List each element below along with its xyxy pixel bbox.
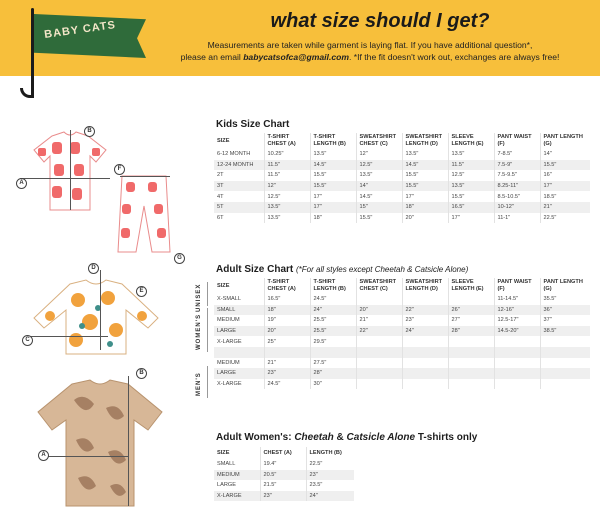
intro-text <box>140 39 600 63</box>
measurement-cell: 19.4" <box>260 459 306 470</box>
measurement-cell: 17" <box>402 191 448 202</box>
table-row <box>214 480 354 491</box>
measurement-cell: 17" <box>310 191 356 202</box>
measurement-cell <box>540 379 590 390</box>
measurement-cell: 13.5" <box>310 149 356 160</box>
measurement-cell: 19" <box>264 315 310 326</box>
measurement-cell: 17" <box>310 202 356 213</box>
kids-header-row: SIZE T-SHIRT CHEST (A) T-SHIRT LENGTH (B) SWEATSHIRT CHEST (C) SWEATSHIRT LENGTH (D) SLEEVE LENGTH (E) PANT WAIST (F) PANT LENGTH (G) <box>214 133 590 149</box>
size-cell: X-LARGE <box>214 491 260 502</box>
table-row <box>214 149 590 160</box>
size-cell: SMALL <box>214 305 264 316</box>
marker-a-adult: A <box>38 450 49 461</box>
measurement-cell: 38.5" <box>540 326 590 337</box>
group-label-womens: WOMEN'S <box>196 313 202 350</box>
measurement-cell: 15" <box>356 202 402 213</box>
kids-pants-illustration <box>112 172 176 256</box>
measurement-cell: 17" <box>448 213 494 224</box>
measurement-cell: 17" <box>540 181 590 192</box>
measurement-cell: 20" <box>402 213 448 224</box>
size-cell: 6T <box>214 213 264 224</box>
measurement-cell: 7.5-9" <box>494 160 540 171</box>
measurement-cell: 7-8.5" <box>494 149 540 160</box>
measurement-cell: 13.5" <box>448 149 494 160</box>
size-cell: X-LARGE <box>214 336 264 347</box>
measurement-cell <box>356 358 402 369</box>
size-cell: X-LARGE <box>214 379 264 390</box>
table-row <box>214 315 590 326</box>
measurement-cell: 24.5" <box>264 379 310 390</box>
page-title: what size should I get? <box>270 10 490 32</box>
marker-c: C <box>22 335 33 346</box>
measurement-cell <box>448 294 494 305</box>
womens-header-row: SIZE CHEST (A) LENGTH (B) <box>214 447 354 459</box>
flag-pole <box>31 8 34 96</box>
measurement-cell: 15.5" <box>310 181 356 192</box>
measurement-cell: 35.5" <box>543 296 557 303</box>
table-row <box>214 326 590 337</box>
table-row <box>214 181 590 192</box>
measurement-cell: 13.5" <box>402 149 448 160</box>
measurement-cell: 12.5" <box>448 170 494 181</box>
measurement-cell: 18" <box>402 202 448 213</box>
size-cell: LARGE <box>214 480 260 491</box>
measurement-cell <box>356 336 402 347</box>
measurement-cell: 12" <box>356 149 402 160</box>
size-cell: 6-12 MONTH <box>214 149 264 160</box>
table-row <box>214 470 354 481</box>
measurement-cell: 20" <box>356 305 402 316</box>
adult-size-table <box>214 278 590 389</box>
measurement-cell: 15.5" <box>448 191 494 202</box>
measurement-cell: 25.5" <box>310 315 356 326</box>
measurement-cell: 25.5" <box>310 326 356 337</box>
measurement-cell: 11-14.5" <box>494 294 540 305</box>
table-row <box>214 294 590 305</box>
measurement-cell <box>494 379 540 390</box>
measurement-cell: 27" <box>448 315 494 326</box>
measurement-cell: 24" <box>310 305 356 316</box>
table-row <box>214 170 590 181</box>
measurement-cell: 13.5" <box>264 213 310 224</box>
measurement-cell: 16" <box>543 172 552 179</box>
womens-size-table <box>214 447 354 501</box>
intro-line-2: please an email babycatsofca@gmail.com. *If the fit doesn't work out, exchanges are always free! <box>180 52 560 62</box>
measurement-cell: 36" <box>540 305 590 316</box>
group-label-mens: MEN'S <box>196 372 202 396</box>
measurement-cell: 28" <box>310 368 356 379</box>
measurement-cell <box>402 336 448 347</box>
adult-chart-title: Adult Size Chart (*For all styles except Cheetah & Catsicle Alone) <box>216 264 469 275</box>
measurement-cell: 12-16" <box>494 305 540 316</box>
measurement-cell: 29.5" <box>310 336 356 347</box>
marker-e: E <box>136 286 147 297</box>
measurement-cell: 14" <box>543 151 552 158</box>
flag-pole-hook <box>20 88 34 98</box>
measurement-cell: 21" <box>356 315 402 326</box>
measurement-cell: 24.5" <box>310 294 356 305</box>
table-row <box>214 202 590 213</box>
measurement-cell: 37" <box>543 317 552 324</box>
measurement-cell: 16.5" <box>448 202 494 213</box>
measurement-cell: 22.5" <box>309 461 323 468</box>
measurement-cell <box>494 347 540 358</box>
table-row <box>214 491 354 502</box>
measurement-cell: 15.5" <box>356 213 402 224</box>
measurement-cell: 18" <box>310 213 356 224</box>
marker-d: D <box>88 263 99 274</box>
marker-b: B <box>84 126 95 137</box>
measurement-cell: 23.5" <box>309 482 323 489</box>
measurement-cell: 18" <box>264 305 310 316</box>
kids-chart-title: Kids Size Chart <box>216 119 290 130</box>
measurement-cell <box>264 347 310 358</box>
measurement-cell: 26" <box>448 305 494 316</box>
size-cell: 3T <box>214 181 264 192</box>
size-cell: MEDIUM <box>214 315 264 326</box>
table-row <box>214 379 590 390</box>
measurement-cell <box>540 358 590 369</box>
measurement-cell <box>448 336 494 347</box>
measurement-cell <box>356 347 402 358</box>
measurement-cell: 15.5" <box>402 170 448 181</box>
table-row <box>214 213 590 224</box>
size-cell: SMALL <box>214 459 260 470</box>
measurement-cell <box>448 347 494 358</box>
measurement-cell: 22.5" <box>543 214 557 221</box>
measurement-cell <box>448 379 494 390</box>
measurement-cell: 15.5" <box>310 170 356 181</box>
adult-tshirt-illustration <box>36 378 166 510</box>
measurement-cell <box>402 347 448 358</box>
measurement-cell: 15.5" <box>540 160 590 171</box>
size-cell: 5T <box>214 202 264 213</box>
measurement-cell: 10.25" <box>264 149 310 160</box>
size-cell: 12-24 MONTH <box>214 160 264 171</box>
measurement-cell: 20.5" <box>260 470 306 481</box>
measurement-cell: 14.5" <box>310 160 356 171</box>
measurement-cell <box>540 336 590 347</box>
measurement-cell: 20" <box>264 326 310 337</box>
marker-f: F <box>114 164 125 175</box>
measurement-cell: 11.5" <box>264 160 310 171</box>
measurement-cell: 24" <box>306 491 354 502</box>
size-cell: X-SMALL <box>214 294 264 305</box>
womens-chart-title: Adult Women's: Cheetah & Catsicle Alone T-shirts only <box>216 432 478 443</box>
measurement-cell: 23" <box>306 470 354 481</box>
size-cell: LARGE <box>214 368 264 379</box>
measurement-cell: 28" <box>448 326 494 337</box>
size-cell: MEDIUM <box>214 358 264 369</box>
measurement-cell <box>494 358 540 369</box>
measurement-cell: 13.5" <box>448 181 494 192</box>
marker-a: A <box>16 178 27 189</box>
measurement-cell: 14" <box>356 181 402 192</box>
marker-g: G <box>174 253 185 264</box>
measurement-cell <box>356 368 402 379</box>
measurement-cell: 23" <box>260 491 306 502</box>
measurement-cell: 10-12" <box>494 202 540 213</box>
adult-chart-note: (*For all styles except Cheetah & Catsicle Alone) <box>296 265 469 274</box>
measurement-cell: 22" <box>402 305 448 316</box>
table-row <box>214 336 590 347</box>
measurement-cell: 11-1" <box>494 213 540 224</box>
size-cell: 2T <box>214 170 264 181</box>
size-cell: 4T <box>214 191 264 202</box>
size-cell: LARGE <box>214 326 264 337</box>
intro-line-1: Measurements are taken while garment is laying flat. If you have additional question*, <box>207 40 533 50</box>
measurement-cell: 30" <box>310 379 356 390</box>
table-row <box>214 305 590 316</box>
kids-size-table <box>214 133 590 223</box>
measurement-cell: 8.5-10.5" <box>494 191 540 202</box>
marker-b-adult: B <box>136 368 147 379</box>
measurement-cell <box>448 358 494 369</box>
table-row <box>214 368 590 379</box>
measurement-cell <box>356 379 402 390</box>
size-cell <box>214 347 264 358</box>
brand-logo: BABY CATS <box>43 19 117 41</box>
measurement-cell <box>310 347 356 358</box>
measurement-cell <box>494 368 540 379</box>
measurement-cell <box>540 347 590 358</box>
measurement-cell <box>402 368 448 379</box>
table-row <box>214 347 590 358</box>
adult-header-row: SIZE T-SHIRT CHEST (A) T-SHIRT LENGTH (B) SWEATSHIRT CHEST (C) SWEATSHIRT LENGTH (D) SLEEVE LENGTH (E) PANT WAIST (F) PANT LENGTH (G) <box>214 278 590 294</box>
measurement-cell: 22" <box>356 326 402 337</box>
email-link[interactable]: babycatsofca@gmail.com <box>243 52 349 62</box>
measurement-cell: 13.5" <box>264 202 310 213</box>
measurement-cell: 24" <box>402 326 448 337</box>
measurement-cell: 21" <box>540 202 590 213</box>
measurement-cell: 18.5" <box>543 193 557 200</box>
group-label-unisex: UNISEX <box>196 283 202 312</box>
measurement-cell: 16.5" <box>264 294 310 305</box>
measurement-cell: 27.5" <box>310 358 356 369</box>
measurement-cell <box>356 294 402 305</box>
measurement-cell: 21" <box>264 358 310 369</box>
table-row <box>214 358 590 369</box>
measurement-cell: 12" <box>264 181 310 192</box>
measurement-cell <box>402 358 448 369</box>
size-cell: MEDIUM <box>214 470 260 481</box>
measurement-cell: 12.5-17" <box>494 315 540 326</box>
measurement-cell: 14.5-20" <box>494 326 540 337</box>
table-row <box>214 191 590 202</box>
measurement-cell: 14.5" <box>402 160 448 171</box>
measurement-cell <box>402 294 448 305</box>
measurement-cell: 8.25-11" <box>494 181 540 192</box>
measurement-cell <box>448 368 494 379</box>
measurement-cell: 25" <box>264 336 310 347</box>
measurement-cell: 12.5" <box>264 191 310 202</box>
measurement-cell: 15.5" <box>402 181 448 192</box>
measurement-cell: 11.5" <box>448 160 494 171</box>
measurement-cell: 21.5" <box>260 480 306 491</box>
measurement-cell: 12.5" <box>356 160 402 171</box>
measurement-cell: 23" <box>264 368 310 379</box>
measurement-cell: 11.5" <box>264 170 310 181</box>
measurement-cell: 13.5" <box>356 170 402 181</box>
measurement-cell: 23" <box>402 315 448 326</box>
measurement-cell: 7.5-9.5" <box>494 170 540 181</box>
measurement-cell <box>540 368 590 379</box>
measurement-cell <box>402 379 448 390</box>
table-row <box>214 160 590 171</box>
measurement-cell: 14.5" <box>356 191 402 202</box>
measurement-cell <box>494 336 540 347</box>
table-row <box>214 459 354 470</box>
